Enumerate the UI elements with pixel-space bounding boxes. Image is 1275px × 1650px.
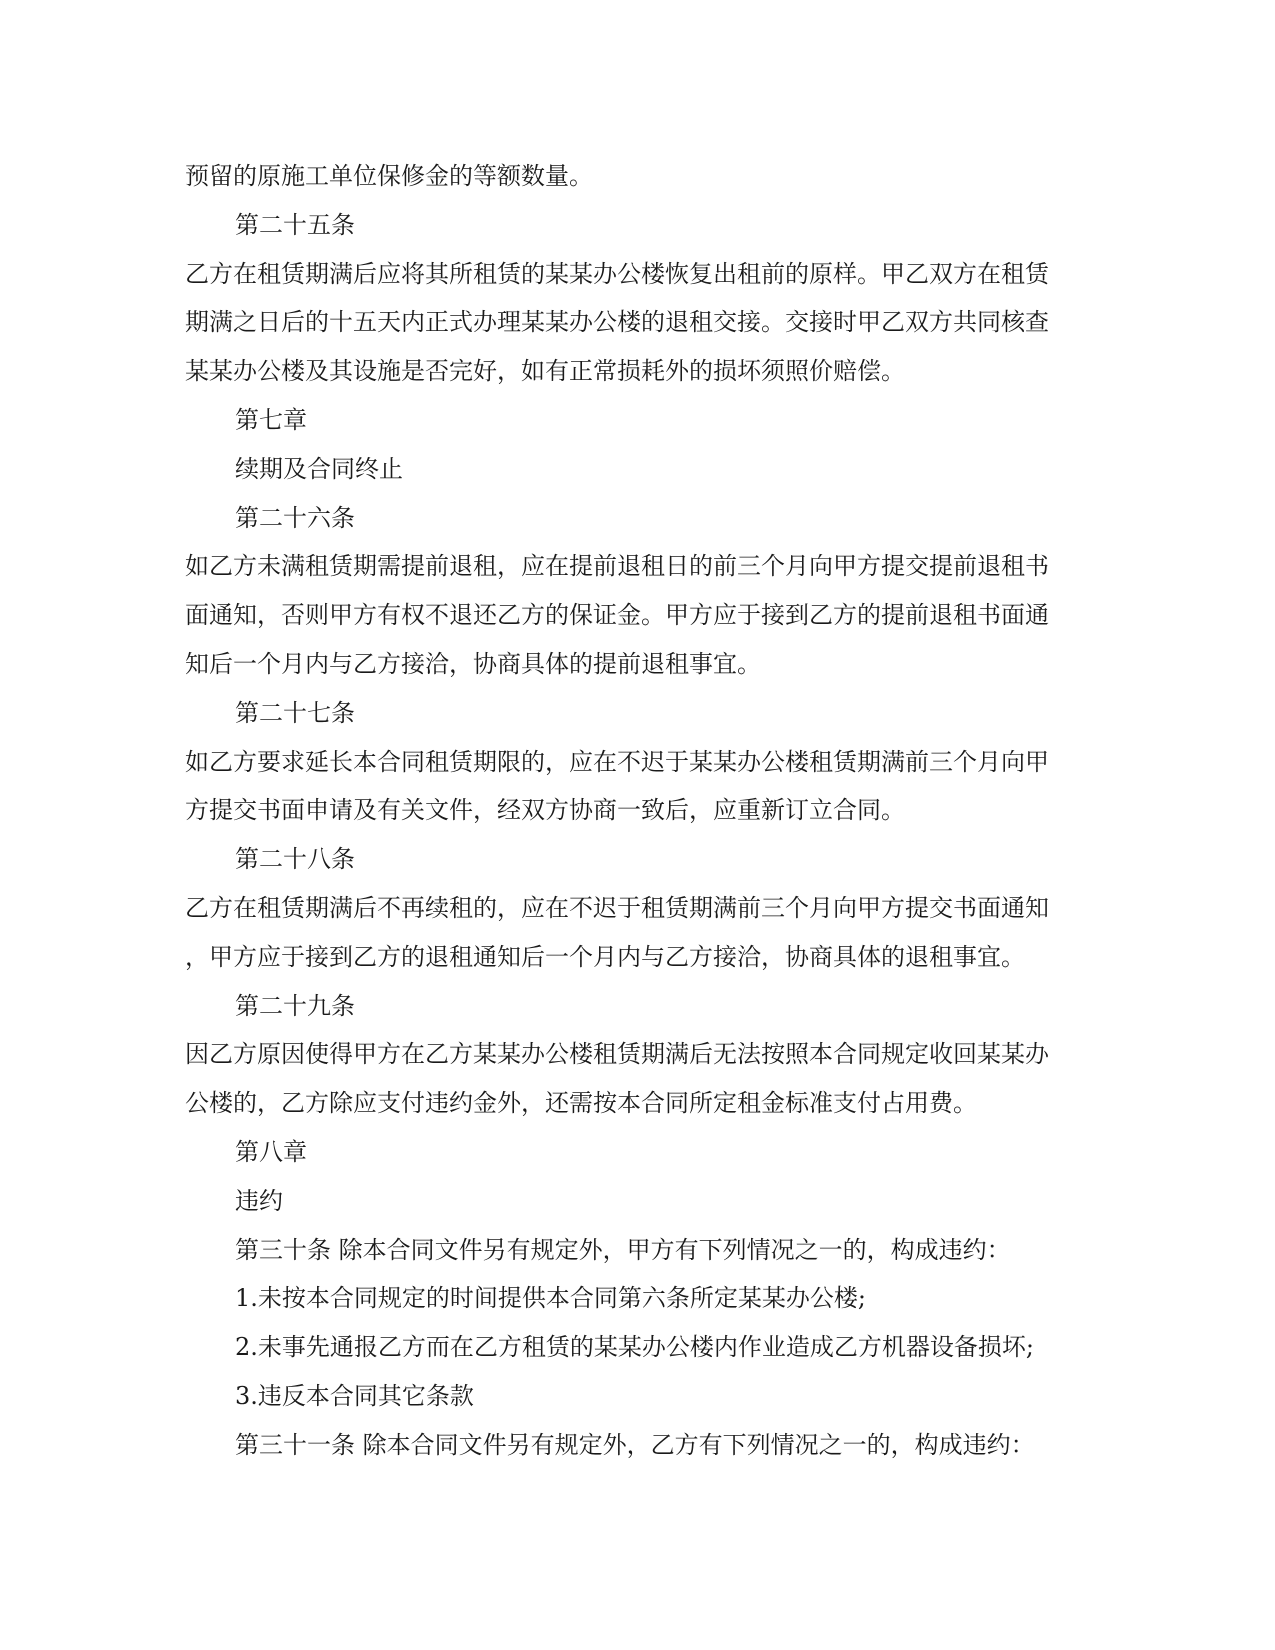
- text-line: 第三十条 除本合同文件另有规定外，甲方有下列情况之一的，构成违约：: [235, 1235, 1011, 1264]
- text-line: 1.未按本合同规定的时间提供本合同第六条所定某某办公楼;: [235, 1284, 866, 1313]
- text-line: 如乙方要求延长本合同租赁期限的，应在不迟于某某办公楼租赁期满前三个月向甲: [185, 747, 1049, 776]
- text-line: 乙方在租赁期满后应将其所租赁的某某办公楼恢复出租前的原样。甲乙双方在租赁: [185, 259, 1049, 288]
- text-line: 乙方在租赁期满后不再续租的，应在不迟于租赁期满前三个月向甲方提交书面通知: [185, 893, 1049, 922]
- text-line: 方提交书面申请及有关文件，经双方协商一致后，应重新订立合同。: [185, 796, 905, 825]
- text-line: 第二十八条: [235, 845, 355, 874]
- text-line: 公楼的，乙方除应支付违约金外，还需按本合同所定租金标准支付占用费。: [185, 1089, 977, 1118]
- text-line: 面通知，否则甲方有权不退还乙方的保证金。甲方应于接到乙方的提前退租书面通: [185, 601, 1049, 630]
- text-line: 如乙方未满租赁期需提前退租，应在提前退租日的前三个月向甲方提交提前退租书: [185, 552, 1049, 581]
- text-line: 违约: [235, 1186, 283, 1215]
- text-line: 第二十七条: [235, 698, 355, 727]
- document-body: [185, 152, 1090, 1470]
- text-line: 第二十九条: [235, 991, 355, 1020]
- text-line: ，甲方应于接到乙方的退租通知后一个月内与乙方接洽，协商具体的退租事宜。: [185, 942, 1025, 971]
- text-line: 预留的原施工单位保修金的等额数量。: [185, 162, 593, 190]
- text-line: 因乙方原因使得甲方在乙方某某办公楼租赁期满后无法按照本合同规定收回某某办: [185, 1040, 1049, 1069]
- text-line: 期满之日后的十五天内正式办理某某办公楼的退租交接。交接时甲乙双方共同核查: [185, 308, 1049, 337]
- text-line: 2.未事先通报乙方而在乙方租赁的某某办公楼内作业造成乙方机器设备损坏;: [235, 1333, 1034, 1362]
- text-line: 第二十六条: [235, 503, 355, 532]
- text-line: 第三十一条 除本合同文件另有规定外，乙方有下列情况之一的，构成违约：: [235, 1430, 1035, 1459]
- text-line: 第八章: [235, 1137, 307, 1166]
- text-line: 第七章: [235, 405, 307, 434]
- text-line: 知后一个月内与乙方接洽，协商具体的提前退租事宜。: [185, 649, 761, 678]
- text-line: 3.违反本合同其它条款: [235, 1381, 474, 1410]
- text-line: 第二十五条: [235, 210, 355, 239]
- text-line: 某某办公楼及其设施是否完好，如有正常损耗外的损坏须照价赔偿。: [185, 357, 905, 386]
- text-line: 续期及合同终止: [235, 454, 403, 483]
